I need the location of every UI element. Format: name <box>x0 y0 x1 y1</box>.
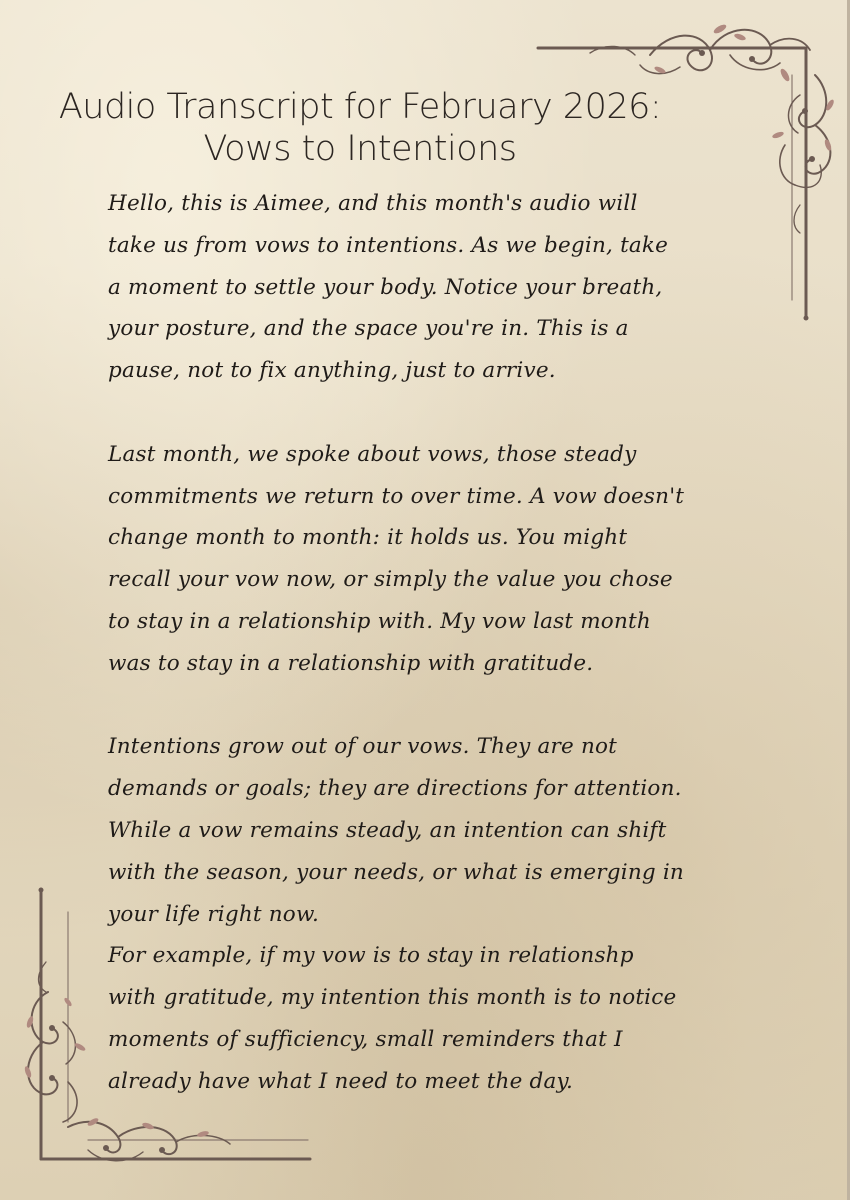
text-line: with the season, your needs, or what is emerging in <box>108 859 684 885</box>
paragraph-intentions <box>108 726 748 1102</box>
paragraph-gap <box>108 685 748 727</box>
text-line: was to stay in a relationship with gratitude. <box>108 650 594 676</box>
text-line: change month to month: it holds us. You might <box>108 525 628 551</box>
text-line: your posture, and the space you're in. This is a <box>108 316 629 342</box>
text-line: with gratitude, my intention this month is to notice <box>108 985 677 1011</box>
title-line-2: Vows to Intentions <box>203 129 517 169</box>
text-line: Intentions grow out of our vows. They are not <box>108 734 618 760</box>
text-line: Hello, this is Aimee, and this month's audio will <box>108 191 638 216</box>
page-title <box>40 86 680 170</box>
text-line: demands or goals; they are directions for attention. <box>108 776 682 802</box>
text-line: recall your vow now, or simply the value you chose <box>108 567 673 593</box>
text-line: your life right now. <box>108 901 320 927</box>
title-line-1: Audio Transcript for February 2026: <box>58 87 662 127</box>
text-line: pause, not to fix anything, just to arrive. <box>108 358 556 384</box>
transcript-body <box>108 183 748 1103</box>
text-line: moments of sufficiency, small reminders that I <box>108 1026 623 1052</box>
paragraph-vows <box>108 434 748 685</box>
text-line: to stay in a relationship with. My vow last month <box>108 608 651 634</box>
text-line: commitments we return to over time. A vow doesn't <box>108 483 685 509</box>
paragraph-gap <box>108 392 748 434</box>
text-line: a moment to settle your body. Notice your breath, <box>108 274 663 300</box>
text-line: For example, if my vow is to stay in relationshp <box>108 943 634 969</box>
text-line: While a vow remains steady, an intention can shift <box>108 817 667 843</box>
paragraph-intro <box>108 183 748 392</box>
text-line: already have what I need to meet the day. <box>108 1068 574 1094</box>
text-line: Last month, we spoke about vows, those steady <box>108 441 637 467</box>
text-line: take us from vows to intentions. As we begin, take <box>108 232 669 258</box>
